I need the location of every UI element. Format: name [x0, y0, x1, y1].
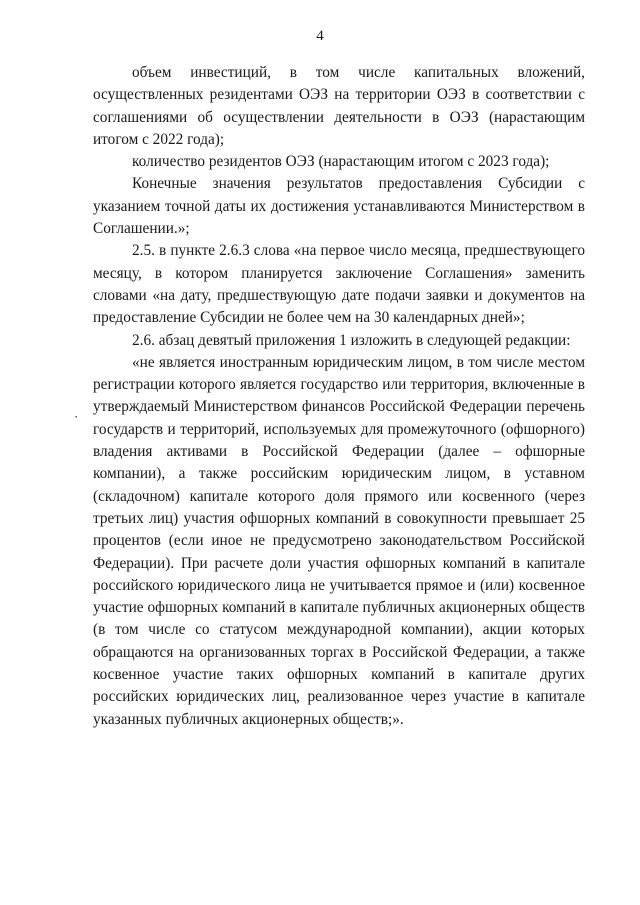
- paragraph-clause-2-5: 2.5. в пункте 2.6.3 слова «на первое число месяца, предшествующего месяцу, в котором планируется заключение Соглашения» заменить словами «на дату, предшествующую дате подачи заявки и документов на предоставление Субсидии не более чем на 30 календарных дней»;: [93, 242, 585, 327]
- margin-dot-mark: ·: [74, 409, 79, 424]
- paragraph-final-values: Конечные значения результатов предоставления Субсидии с указанием точной даты их достижения устанавливаются Министерством в Соглашении.»;: [93, 175, 585, 238]
- paragraph-offshore-quote: «не является иностранным юридическим лицом, в том числе местом регистрации которого является государство или территория, включенные в утверждаемый Министерством финансов Российской Федерации перечень государств и территорий, используемых для промежуточного (офшорного) владения активами в Российской Федерации (далее – офшорные компании), а также российским юридическим лицом, в уставном (складочном) капитале которого доля прямого или косвенного (через третьих лиц) участия офшорных компаний в совокупности превышает 25 процентов (если иное не предусмотрено законодательством Российской Федерации). При расчете доли участия офшорных компаний в капитале российского юридического лица не учитывается прямое и (или) косвенное участие офшорных компаний в капитале публичных акционерных обществ (в том числе со статусом международной компании), акции которых обращаются на организованных торгах в Российской Федерации, а также косвенное участие таких офшорных компаний в капитале других российских юридических лиц, реализованное через участие в капитале указанных публичных акционерных обществ;».: [93, 353, 585, 728]
- page-number: 4: [316, 28, 324, 44]
- document-body: [93, 62, 585, 731]
- paragraph-residents-count: количество резидентов ОЭЗ (нарастающим итогом с 2023 года);: [132, 153, 550, 171]
- paragraph-investment-volume: объем инвестиций, в том числе капитальных вложений, осуществленных резидентами ОЭЗ на территории ОЭЗ в соответствии с соглашениями об осуществлении деятельности в ОЭЗ (нарастающим итогом с 2022 года);: [93, 64, 585, 148]
- paragraph-clause-2-6: 2.6. абзац девятый приложения 1 изложить в следующей редакции:: [132, 331, 571, 349]
